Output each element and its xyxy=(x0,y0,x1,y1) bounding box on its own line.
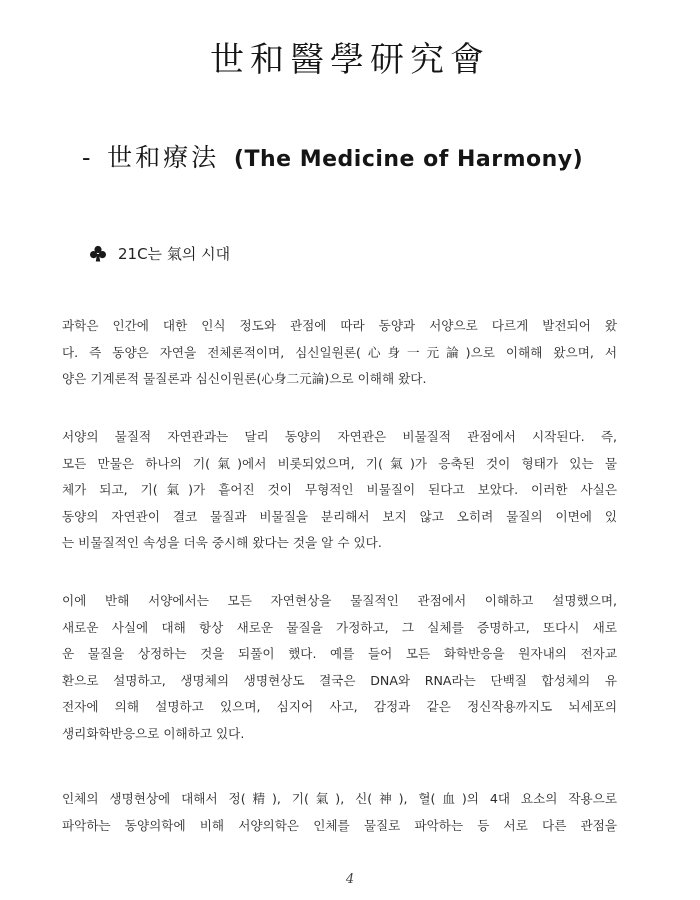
paragraph-line: 인체의 생명현상에 대해서 정(精), 기(氣), 신(神), 혈(血)의 4대 요소의 작용으로 xyxy=(62,791,617,806)
paragraph-line: 양은 기계론적 물질론과 심신이원론(心身二元論)으로 이해해 왔다. xyxy=(62,371,427,386)
subtitle-english: (The Medicine of Harmony) xyxy=(233,147,584,172)
paragraph-line: 과학은 인간에 대한 인식 정도와 관점에 따라 동양과 서양으로 다르게 발전되어 왔 xyxy=(62,318,617,333)
paragraph-line: 새로운 사실에 대해 항상 새로운 물질을 가정하고, 그 실체를 증명하고, 또다시 새로 xyxy=(62,619,617,635)
paragraph-line: 동양의 자연관이 결코 물질과 비물질을 분리해서 보지 않고 오히려 물질의 이면에 있 xyxy=(62,508,617,524)
paragraph-line: 모든 만물은 하나의 기(氣)에서 비롯되었으며, 기(氣)가 응축된 것이 형태가 있는 물 xyxy=(62,455,617,471)
paragraph-line: 서양의 물질적 자연관과는 달리 동양의 자연관은 비물질적 관점에서 시작된다. 즉, xyxy=(62,429,617,444)
paragraph-line: 체가 되고, 기(氣)가 흩어진 것이 무형적인 비물질이 된다고 보았다. 이러한 사실은 xyxy=(62,482,617,497)
paragraph-line: 전자에 의해 설명하고 있으며, 심지어 사고, 감정과 같은 정신작용까지도 뇌세포의 xyxy=(62,699,617,714)
paragraph-line: 파악하는 동양의학에 비해 서양의학은 인체를 물질로 파악하는 등 서로 다른 관점을 xyxy=(62,817,617,833)
paragraph-1 xyxy=(62,313,617,393)
paragraph-2 xyxy=(62,424,617,557)
paragraph-line: 이에 반해 서양에서는 모든 자연현상을 물질적인 관점에서 이해하고 설명했으며, xyxy=(62,593,617,608)
subtitle-dash: - xyxy=(82,143,91,172)
page-title: 世和醫學研究會 xyxy=(210,40,490,80)
club-suit-icon xyxy=(88,244,108,264)
subtitle-hanja: 世和療法 xyxy=(107,143,220,172)
paragraph-line: 는 비물질적인 속성을 더욱 중시해 왔다는 것을 알 수 있다. xyxy=(62,535,382,550)
paragraph-line: 생리화학반응으로 이해하고 있다. xyxy=(62,725,245,741)
paragraph-3 xyxy=(62,588,617,747)
paragraph-line: 운 물질을 상정하는 것을 되풀이 했다. 예를 들어 모든 화학반응을 원자내의 전자교 xyxy=(62,646,617,661)
subtitle xyxy=(82,138,583,174)
paragraph-line: 다. 즉 동양은 자연을 전체론적이며, 심신일원론(心身一元論)으로 이해해 왔으며, 서 xyxy=(62,344,617,360)
paragraph-line: 환으로 설명하고, 생명체의 생명현상도 결국은 DNA와 RNA라는 단백질 합성체의 유 xyxy=(62,672,617,688)
section-heading xyxy=(88,243,230,264)
paragraph-4 xyxy=(62,786,617,839)
page-number: 4 xyxy=(345,872,355,887)
section-heading-text: 21C는 氣의 시대 xyxy=(118,245,231,263)
